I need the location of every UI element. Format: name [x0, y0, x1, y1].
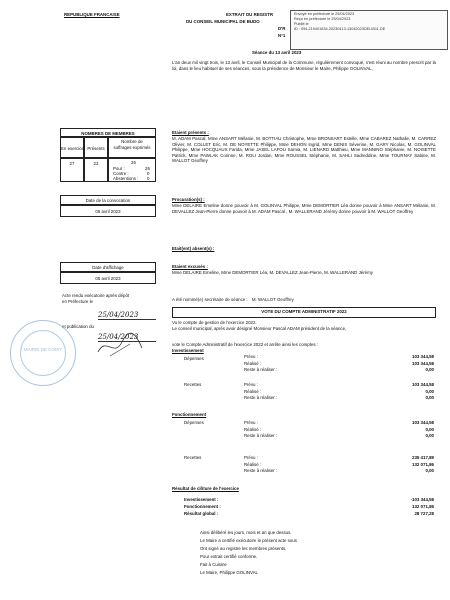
- secretaire-name: M. WALLOT Geoffrey: [251, 297, 294, 302]
- excuses-text: Mme DELAIRE Emeline, Mme DEMORTIER Léa, M. DEVALLEZ Jean-Pierre, M. WALLERAND Jérémy: [172, 270, 373, 275]
- inv-row-value-0: 103 344,58: [412, 354, 434, 359]
- inv-depenses-label: Dépenses: [184, 356, 204, 361]
- fonc-row-label-1: Réalisé :: [244, 427, 262, 432]
- inv-row-value-3: 103 344,58: [412, 382, 434, 387]
- fonc-row-label-4: Réalisé :: [244, 462, 262, 467]
- closing-line-0: Ainsi délibéré les jours, mois et an que dessus.: [200, 530, 292, 535]
- vu-text: Vu le compte de gestion de l'exercice 2022.: [172, 320, 257, 325]
- fonc-recettes-label: Recettes: [184, 455, 202, 460]
- presents-text: M. ADAM Pascal, Mme ANSART Mélanie, M. BOTTIAU Christophe, Mme BRONSART Estelle, Mme CABAREZ Nathalie, M. CARREZ Olivier, M. COLLET Eric, M. DE NOYETTE Philippe, Mme DEHON Ingrid, Mme DENIS Séverine, M. GARY Nicolas, M. GOLINVAL Philippe, Mme HOCQUAUX Farida, Mme JASEL LAFOU Sarnia, M. LIENARD Matthieu, Mme MANNINO Stéphanie, M. NOISETTE Patrick, Mme PAWLAK Corinne, M. ROLI Jordan, Mme ROUSSEL Stéphanie, M. SAHLI Sadreddine, Mme TOURNAY Sabine, M. WALLOT Geoffrey: [172, 136, 436, 164]
- acte-line-1: Acte rendu exécutoire après dépôt: [62, 293, 130, 298]
- stamp-line-3: Publié le: [294, 22, 309, 26]
- inv-recettes-label: Recettes: [184, 382, 202, 387]
- fonc-row-label-3: Prévu :: [244, 455, 258, 460]
- closing-line-4: Fait à Cuisine: [200, 562, 227, 567]
- prefecture-stamp: [290, 10, 448, 50]
- convocation-date: 05 avril 2023: [60, 205, 156, 217]
- col-en-exercice: En exercice: [60, 137, 84, 158]
- abstentions-label: Abstentions :: [113, 176, 139, 181]
- seal-text: MAIRIE DE COISY: [23, 347, 63, 352]
- closing-line-1: Le Maire a certifié exécutoire le présent acte sous: [200, 538, 297, 543]
- members-table: [60, 128, 156, 182]
- fonc-row-value-0: 103 344,58: [412, 420, 434, 425]
- acte-line-3: et publication du: [62, 324, 94, 329]
- stamp-line-4: ID : 094-219401634-20230413-13042023DELIB11-DE: [294, 27, 386, 31]
- header-title-2: DU CONSEIL MUNICIPAL DE BUDO: [186, 19, 260, 24]
- acte-date-depot: 25/04/2023: [98, 311, 156, 320]
- stamp-line-1: Envoyé en préfecture le 25/04/2023: [294, 12, 355, 16]
- inv-row-label-5: Reste à réaliser :: [244, 395, 278, 400]
- presents-label: Etaient présents :: [172, 130, 209, 135]
- contre-label: Contre :: [113, 171, 129, 176]
- pour-value: 26: [145, 166, 150, 171]
- contre-value: 0: [147, 171, 150, 176]
- affichage-date: 05 avril 2023: [60, 272, 156, 284]
- abstentions-value: 0: [147, 176, 150, 181]
- closing-line-2: Ont signé au registre les membres présents.: [200, 546, 287, 551]
- members-table-title: NOMBRES DE MEMBRES: [60, 128, 156, 137]
- value-presents: 23: [84, 158, 108, 182]
- seance-date: Séance du 13 avril 2023: [252, 50, 302, 55]
- fonc-row-value-3: 235 417,89: [412, 455, 434, 460]
- inv-row-label-4: Réalisé :: [244, 389, 262, 394]
- fonc-row-label-5: Reste à réaliser :: [244, 468, 278, 473]
- fonc-row-value-2: 0,00: [425, 433, 434, 438]
- procurations-text: Mme DELAIRE Emeline donne pouvoir à M. GOLINVAL Philippe, Mme DEMORTIER Léa donne pouvoir à Mme ANSART Mélanie, M. DEVALLEZ Jean-Pierre donne pouvoir à M. ADAM Pascal , M. WALLERAND Jérémy donne pouvoir à M. WALLOT Geoffrey: [172, 203, 436, 214]
- header-title-1: EXTRAIT DU REGISTR: [226, 12, 274, 17]
- inv-row-value-4: 0,00: [425, 389, 434, 394]
- header-title-4: N°1: [278, 33, 286, 38]
- pour-label: Pour :: [113, 166, 125, 171]
- investissement-title: Investissement: [172, 348, 204, 353]
- col-suffrages: Nombre de suffrages exprimés: [108, 137, 156, 158]
- res-row-value-0: -103 344,58: [410, 497, 434, 502]
- inv-row-value-5: 0,00: [425, 395, 434, 400]
- suffrages-values: [108, 158, 156, 182]
- affichage-label: Date d'affichage: [60, 262, 156, 272]
- mairie-seal-icon: [10, 320, 76, 386]
- fonc-row-value-4: 132 071,86: [412, 462, 434, 467]
- resultat-title: Résultat de clôture de l'exercice: [172, 486, 239, 491]
- acte-date-publication: 25/04/2023: [98, 333, 156, 342]
- value-suffrages: 26: [131, 160, 136, 165]
- res-row-label-2: Résultat global :: [184, 511, 219, 516]
- fonc-row-value-5: 0,00: [425, 468, 434, 473]
- res-row-label-1: Fonctionnement :: [184, 504, 221, 509]
- conseil-text: Le conseil municipal, après avoir désigné Monsieur Pascal ADAM président de la séance,: [172, 326, 347, 331]
- res-row-value-1: 132 071,86: [412, 504, 434, 509]
- excuses-label: Etaient excusés :: [172, 264, 208, 269]
- res-row-label-0: Investissement :: [184, 497, 219, 502]
- inv-row-label-3: Prévu :: [244, 382, 258, 387]
- closing-line-3: Pour extrait certifié conforme.: [200, 554, 258, 559]
- vote-title: VOTE DU COMPTE ADMINISTRATIF 2022: [172, 307, 436, 318]
- signature-icon: [96, 330, 146, 360]
- inv-row-label-2: Reste à réaliser :: [244, 367, 278, 372]
- fonc-row-value-1: 0,00: [425, 427, 434, 432]
- fonctionnement-title: Fonctionnement: [172, 412, 207, 417]
- convocation-box: [60, 195, 156, 217]
- closing-line-5: Le Maire, Philippe GOLINVAL: [200, 570, 258, 575]
- value-en-exercice: 27: [60, 158, 84, 182]
- inv-row-value-2: 0,00: [425, 367, 434, 372]
- secretaire-label: A été nommé(e) secrétaire de séance :: [172, 297, 248, 302]
- convocation-label: Date de la convocation: [60, 195, 156, 205]
- secretaire-text: [172, 297, 294, 303]
- fonc-depenses-label: Dépenses: [184, 420, 204, 425]
- stamp-line-2: Reçu en préfecture le 25/04/2023: [294, 17, 351, 21]
- inv-row-value-1: 103 344,58: [412, 361, 434, 366]
- col-presents: Présents: [84, 137, 108, 158]
- inv-row-label-1: Réalisé :: [244, 361, 262, 366]
- republic-label: REPUBLIQUE FRANCAISE: [64, 12, 120, 17]
- res-row-value-2: 28 727,28: [414, 511, 434, 516]
- intro-paragraph: L'an deux mil vingt trois, le 13 avril, le Conseil Municipal de la Commune, régulièrement convoqué, s'est réuni au nombre prescrit par la loi, dans le lieu habituel de ses séances, sous la présidence de Monsieur le Maire, Philippe GOLINVAL,: [172, 60, 436, 71]
- header-title-3: D'R: [278, 26, 286, 31]
- procurations-label: Procuration(s) :: [172, 197, 205, 202]
- vote-text: vote le Compte Administratif de l'exercice 2022 et arrête ainsi les comptes :: [172, 342, 319, 347]
- affichage-box: [60, 262, 156, 284]
- fonc-row-label-0: Prévu :: [244, 420, 258, 425]
- inv-row-label-0: Prévu :: [244, 354, 258, 359]
- absents-label: Etait(ent) absent(s) :: [172, 246, 215, 251]
- fonc-row-label-2: Reste à réaliser :: [244, 433, 278, 438]
- acte-line-2: en Préfecture le: [62, 299, 93, 304]
